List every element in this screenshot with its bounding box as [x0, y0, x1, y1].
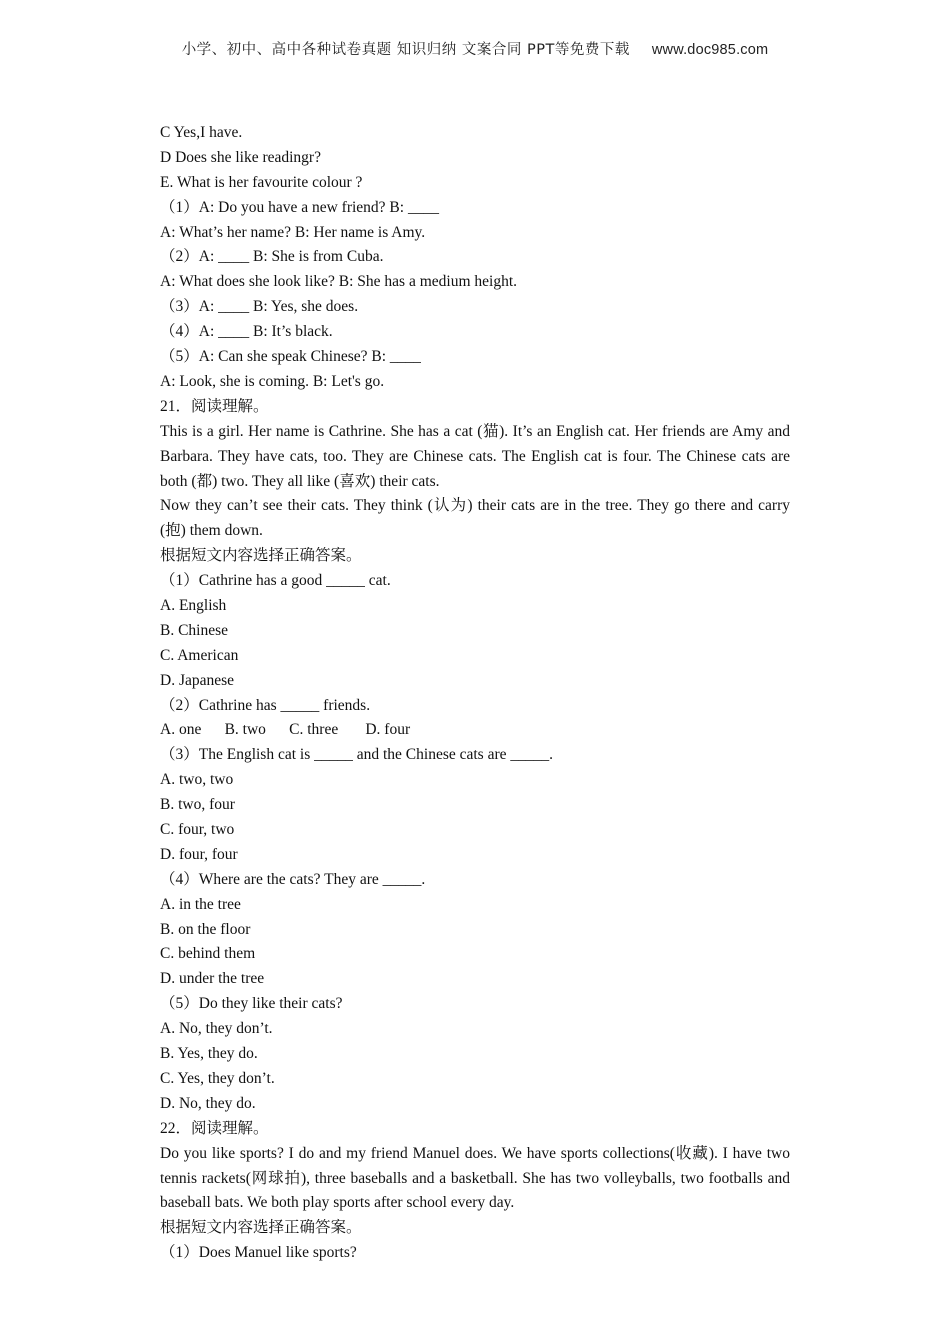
question-stem: （4）Where are the cats? They are _____.	[160, 870, 426, 888]
answer-option: D. four, four	[160, 845, 238, 863]
text-line: D Does she like readingr?	[160, 148, 321, 166]
answer-option: A. No, they don’t.	[160, 1020, 273, 1038]
answer-option: C. American	[160, 646, 239, 664]
text-line: （3）A: ____ B: Yes, she does.	[160, 298, 359, 316]
answer-option: D. Japanese	[160, 671, 235, 689]
answer-option: A. two, two	[160, 771, 234, 789]
instruction: 根据短文内容选择正确答案。	[160, 547, 362, 565]
answer-option: C. four, two	[160, 821, 235, 839]
page-header	[0, 38, 950, 59]
answer-option: C. behind them	[160, 945, 256, 963]
header-site: www.doc985.com	[651, 42, 769, 58]
section-heading-21: 21．阅读理解。	[160, 397, 269, 415]
answer-option: B. Yes, they do.	[160, 1045, 258, 1063]
answer-option: D. under the tree	[160, 970, 265, 988]
question-stem: （2）Cathrine has _____ friends.	[160, 696, 371, 714]
question-stem: （1）Does Manuel like sports?	[160, 1244, 357, 1262]
question-stem: （5）Do they like their cats?	[160, 995, 343, 1013]
text-line: E. What is her favourite colour ?	[160, 173, 363, 191]
instruction: 根据短文内容选择正确答案。	[160, 1219, 362, 1237]
passage-21-paragraph-1: This is a girl. Her name is Cathrine. She has a cat (猫). It’s an English cat. Her friends are Amy and Barbara. They have cats, too. They are Chinese cats. The English cat is four. The Chinese cats are both (都) two. They all like (喜欢) their cats.	[160, 422, 790, 490]
answer-option: B. on the floor	[160, 920, 251, 938]
text-line: A: Look, she is coming. B: Let's go.	[160, 372, 385, 390]
passage-22-paragraph-1: Do you like sports? I do and my friend Manuel does. We have sports collections(收藏). I have two tennis rackets(网球拍), three baseballs and a basketball. She has two volleyballs, two footballs and baseball bats. We both play sports after school every day.	[160, 1144, 790, 1212]
text-line: （2）A: ____ B: She is from Cuba.	[160, 248, 384, 266]
answer-option: C. Yes, they don’t.	[160, 1069, 275, 1087]
answer-option: A. in the tree	[160, 895, 241, 913]
answer-option: D. No, they do.	[160, 1094, 256, 1112]
text-line: （1）A: Do you have a new friend? B: ____	[160, 198, 439, 216]
section-heading-22: 22．阅读理解。	[160, 1119, 269, 1137]
question-stem: （1）Cathrine has a good _____ cat.	[160, 572, 391, 590]
text-line: （4）A: ____ B: It’s black.	[160, 323, 333, 341]
header-title: 小学、初中、高中各种试卷真题 知识归纳 文案合同 PPT等免费下载	[181, 42, 630, 58]
text-line: （5）A: Can she speak Chinese? B: ____	[160, 348, 421, 366]
answer-option: A. English	[160, 597, 227, 614]
text-line: A: What does she look like? B: She has a medium height.	[160, 273, 518, 291]
answer-option: B. Chinese	[160, 621, 229, 639]
answer-option: B. two, four	[160, 796, 235, 814]
answer-options-inline: A. one B. two C. three D. four	[160, 721, 411, 739]
question-stem: （3）The English cat is _____ and the Chinese cats are _____.	[160, 746, 554, 764]
text-line: C Yes,I have.	[160, 124, 243, 141]
passage-21-paragraph-2: Now they can’t see their cats. They think (认为) their cats are in the tree. They go there and carry (抱) them down.	[160, 497, 790, 540]
document-body	[160, 121, 790, 1266]
text-line: A: What’s her name? B: Her name is Amy.	[160, 223, 426, 241]
